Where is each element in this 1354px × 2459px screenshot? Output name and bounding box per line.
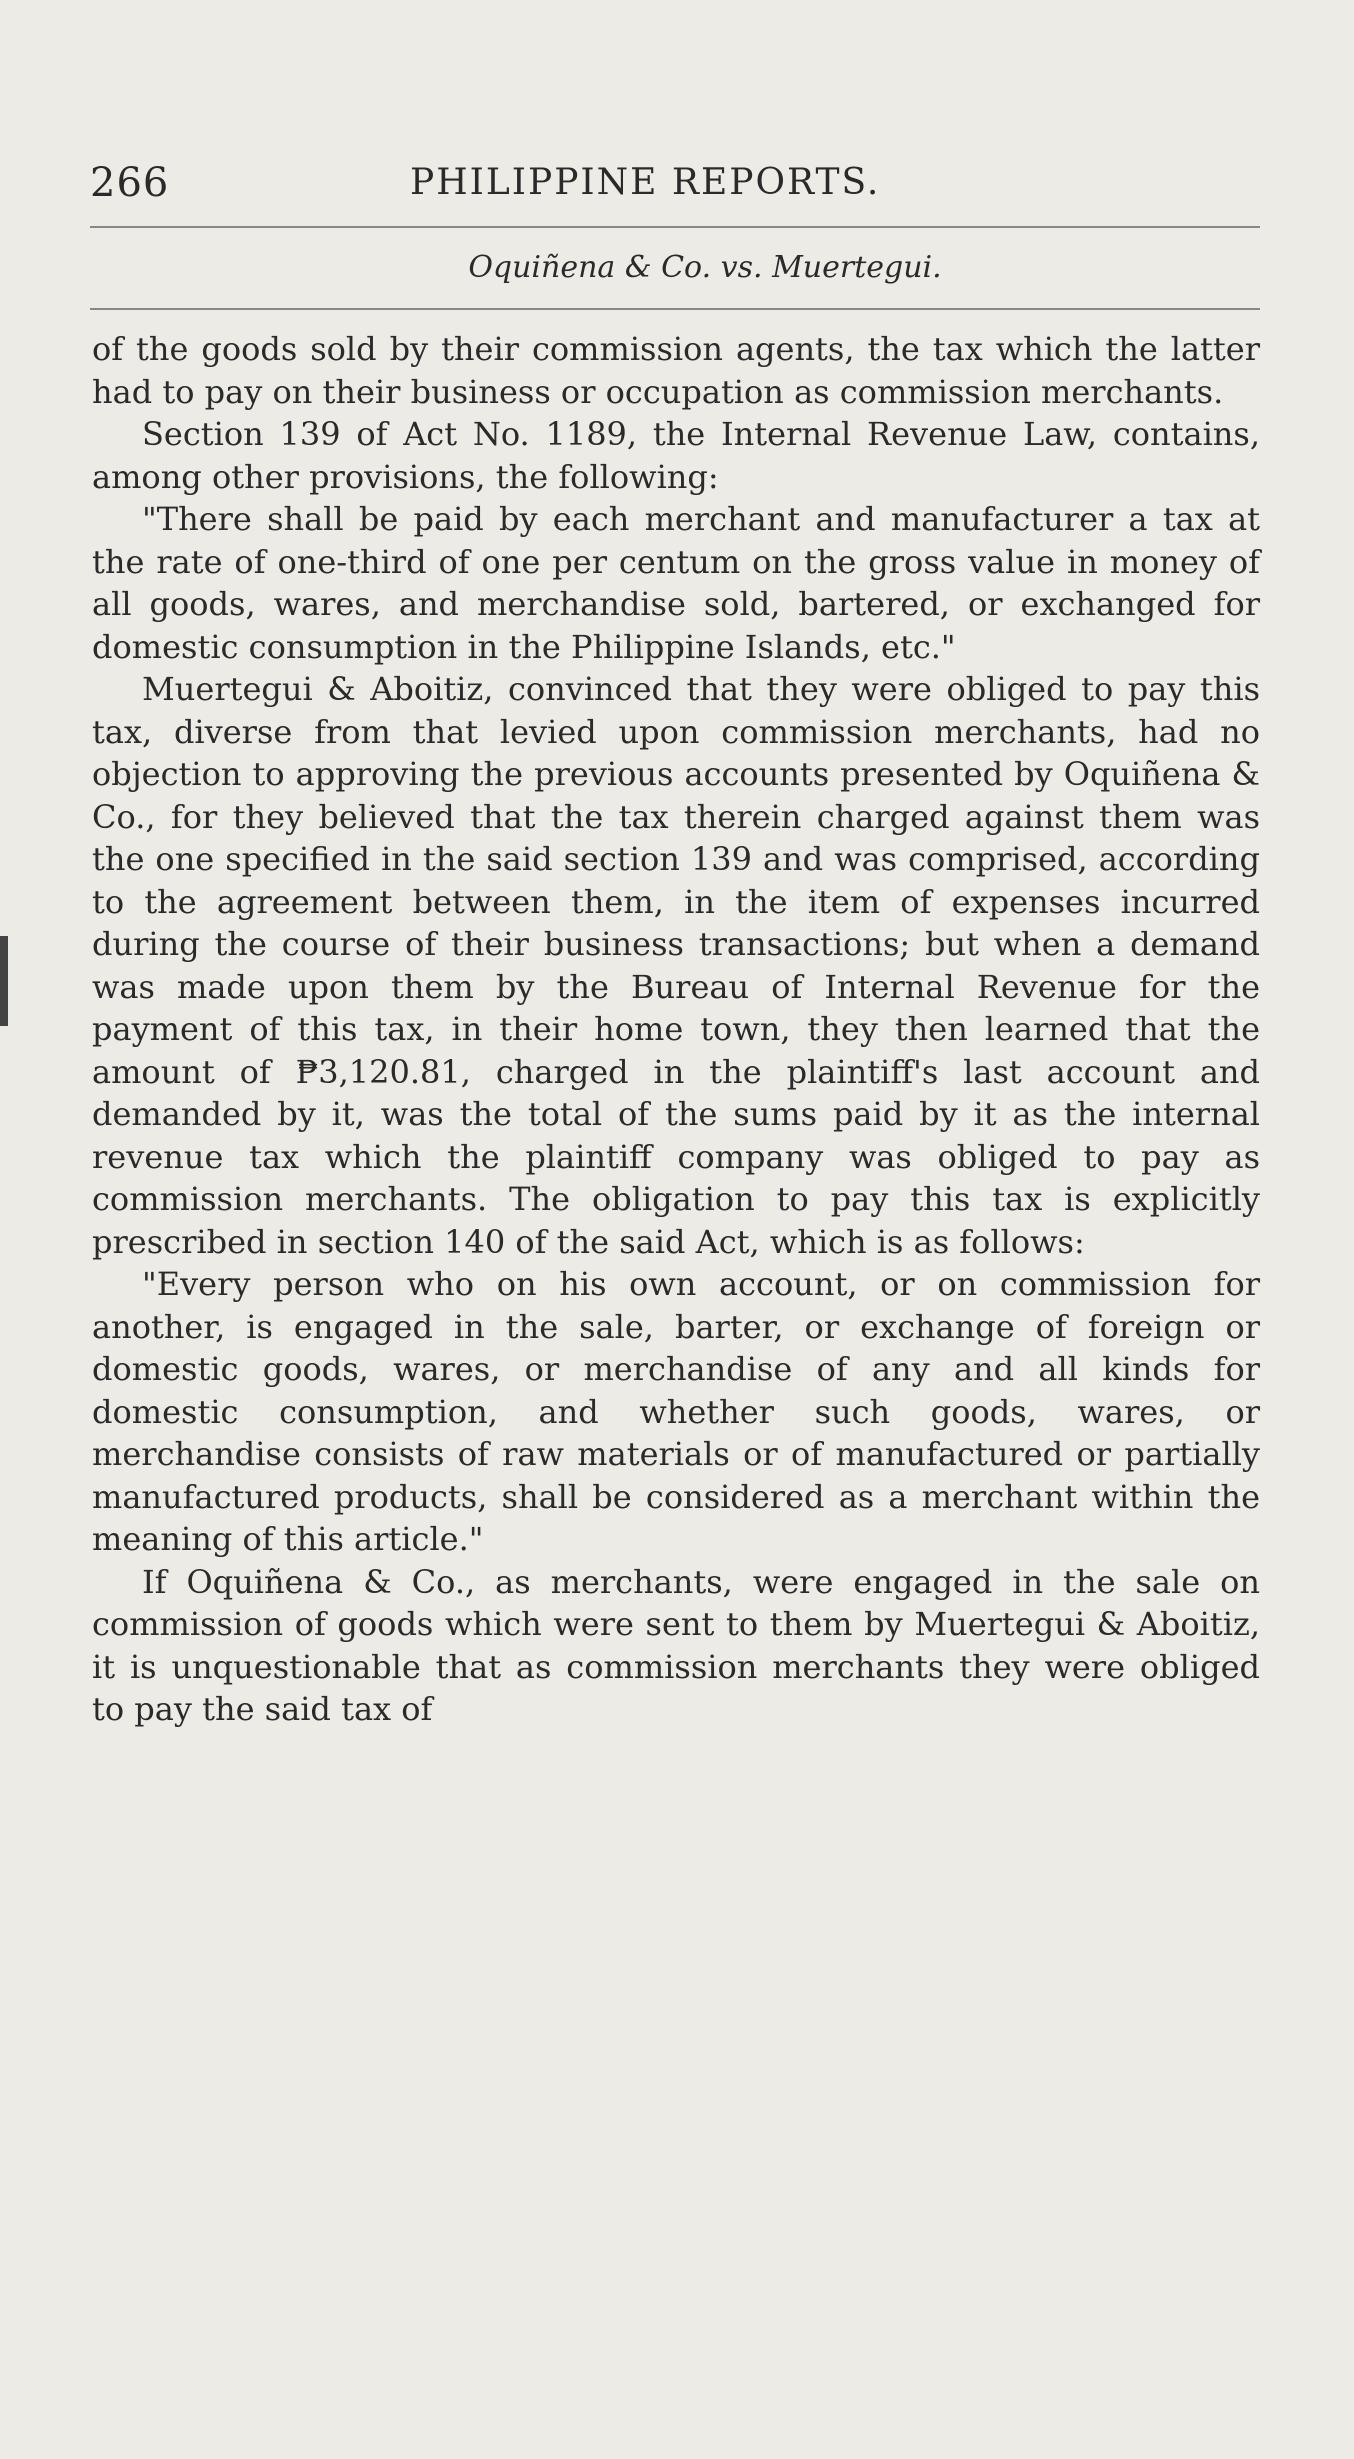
paragraph: Section 139 of Act No. 1189, the Internal Revenue Law, contains, among other provisions, the following: xyxy=(92,415,1260,496)
quoted-paragraph: "Every person who on his own account, or on commission for another, is engaged in the sale, barter, or exchange of foreign or domestic goods, wares, or merchandise of any and all kinds for domestic consumption, and whether such goods, wares, or merchandise consists of raw materials or of manufactured or partially manufactured products, shall be considered as a merchant within the meaning of this article." xyxy=(92,1265,1260,1558)
body-text xyxy=(92,328,1260,1731)
quoted-paragraph: "There shall be paid by each merchant and manufacturer a tax at the rate of one-third of one per centum on the gross value in money of all goods, wares, and merchandise sold, bartered, or exchanged for domestic consumption in the Philippine Islands, etc." xyxy=(92,500,1260,666)
page-number: 266 xyxy=(90,160,170,206)
header-divider-top xyxy=(90,226,1260,228)
paragraph-continuation: of the goods sold by their commission agents, the tax which the latter had to pay on their business or occupation as commission merchants. xyxy=(92,330,1260,411)
paragraph: Muertegui & Aboitiz, convinced that they were obliged to pay this tax, diverse from that levied upon commission merchants, had no objection to approving the previous accounts presented by Oquiñena & Co., for they believed that the tax therein charged against them was the one specified in the said section 139 and was comprised, according to the agreement between them, in the item of expenses incurred during the course of their business transactions; but when a demand was made upon them by the Bureau of Internal Revenue for the payment of this tax, in their home town, they then learned that the amount of ₱3,120.81, charged in the plaintiff's last account and demanded by it, was the total of the sums paid by it as the internal revenue tax which the plaintiff company was obliged to pay as commission merchants. The obligation to pay this tax is explicitly prescribed in section 140 of the said Act, which is as follows: xyxy=(92,670,1260,1261)
case-title: Oquiñena & Co. vs. Muertegui. xyxy=(468,250,942,285)
running-title: PHILIPPINE REPORTS. xyxy=(410,162,881,203)
header-divider-bottom xyxy=(90,308,1260,310)
margin-mark xyxy=(0,936,8,1026)
page-header xyxy=(90,160,1260,220)
paragraph: If Oquiñena & Co., as merchants, were engaged in the sale on commission of goods which were sent to them by Muertegui & Aboitiz, it is unquestionable that as commission merchants they were obliged to pay the said tax of xyxy=(92,1562,1260,1728)
